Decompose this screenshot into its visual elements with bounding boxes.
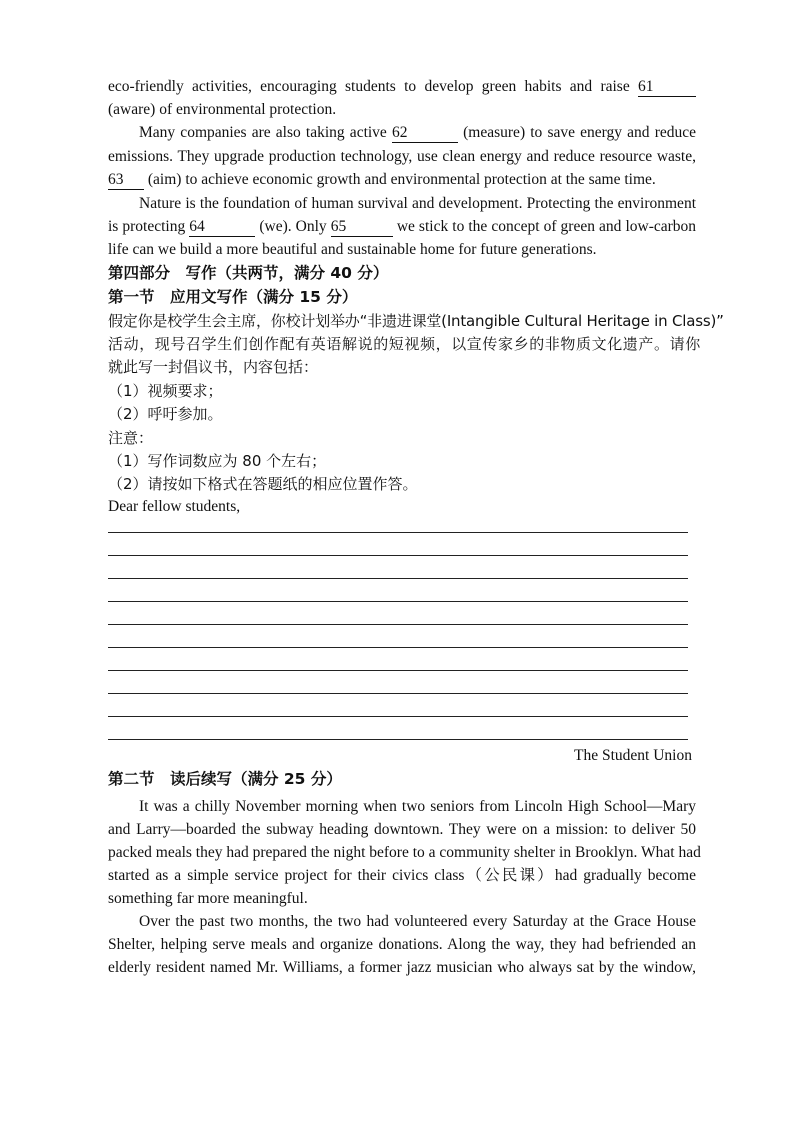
passage-line: 63 (aim) to achieve economic growth and environmental protection at the same time. — [108, 171, 656, 188]
blank-63[interactable]: 63 — [108, 171, 144, 190]
answer-line[interactable] — [108, 716, 688, 717]
answer-line[interactable] — [108, 739, 688, 740]
salutation: Dear fellow students, — [108, 498, 241, 515]
prompt-line: 假定你是校学生会主席，你校计划举办“非遗进课堂(Intangible Cultural Heritage in Class)” — [108, 312, 724, 330]
passage-line: (aware) of environmental protection. — [108, 101, 337, 118]
passage-line: life can we build a more beautiful and sustainable home for future generations. — [108, 241, 597, 258]
passage-line: packed meals they had prepared the night before to a community shelter in Brooklyn. What had — [108, 844, 701, 861]
note-item: （2）请按如下格式在答题纸的相应位置作答。 — [108, 475, 418, 493]
passage-line: and Larry—boarded the subway heading downtown. They were on a mission: to deliver 50 — [108, 821, 696, 838]
answer-line[interactable] — [108, 624, 688, 625]
answer-line[interactable] — [108, 670, 688, 671]
passage-line: is protecting 64 (we). Only 65 we stick to the concept of green and low-carbon — [108, 218, 697, 235]
passage-line: emissions. They upgrade production technology, use clean energy and reduce resource waste, — [108, 148, 696, 165]
requirement-item: （2）呼吁参加。 — [108, 405, 223, 423]
answer-line[interactable] — [108, 601, 688, 602]
signoff: The Student Union — [574, 747, 692, 764]
note-label: 注意： — [108, 429, 154, 447]
passage-line: something far more meaningful. — [108, 890, 308, 907]
passage-line: Over the past two months, the two had volunteered every Saturday at the Grace House — [139, 913, 696, 930]
blank-64[interactable]: 64 — [189, 218, 255, 237]
answer-line[interactable] — [108, 693, 688, 694]
passage-line: eco-friendly activities, encouraging students to develop green habits and raise 61 — [108, 76, 696, 98]
answer-line[interactable] — [108, 555, 688, 556]
blank-65[interactable]: 65 — [331, 218, 393, 237]
note-item: （1）写作词数应为 80 个左右； — [108, 452, 327, 470]
passage-line: Nature is the foundation of human survival and development. Protecting the environment — [139, 195, 696, 212]
passage-line: Many companies are also taking active 62 (measure) to save energy and reduce — [139, 124, 697, 141]
section1-heading: 第一节 应用文写作（满分 15 分） — [108, 288, 358, 306]
passage-line: It was a chilly November morning when two seniors from Lincoln High School—Mary — [139, 798, 696, 815]
blank-62[interactable]: 62 — [392, 124, 458, 143]
answer-line[interactable] — [108, 578, 688, 579]
answer-line[interactable] — [108, 532, 688, 533]
section2-heading: 第二节 读后续写（满分 25 分） — [108, 770, 342, 788]
prompt-line: 就此写一封倡议书，内容包括： — [108, 358, 319, 376]
passage-line: elderly resident named Mr. Williams, a former jazz musician who always sat by the window, — [108, 959, 696, 976]
passage-line: Shelter, helping serve meals and organize donations. Along the way, they had befriended an — [108, 936, 696, 953]
requirement-item: （1）视频要求； — [108, 382, 223, 400]
passage-line: started as a simple service project for their civics class（公民课）had gradually become — [108, 867, 696, 884]
blank-61[interactable]: 61 — [638, 78, 696, 97]
answer-line[interactable] — [108, 647, 688, 648]
prompt-line: 活动，现号召学生们创作配有英语解说的短视频，以宣传家乡的非物质文化遗产。请你 — [108, 335, 701, 353]
part4-heading: 第四部分 写作（共两节，满分 40 分） — [108, 264, 389, 282]
